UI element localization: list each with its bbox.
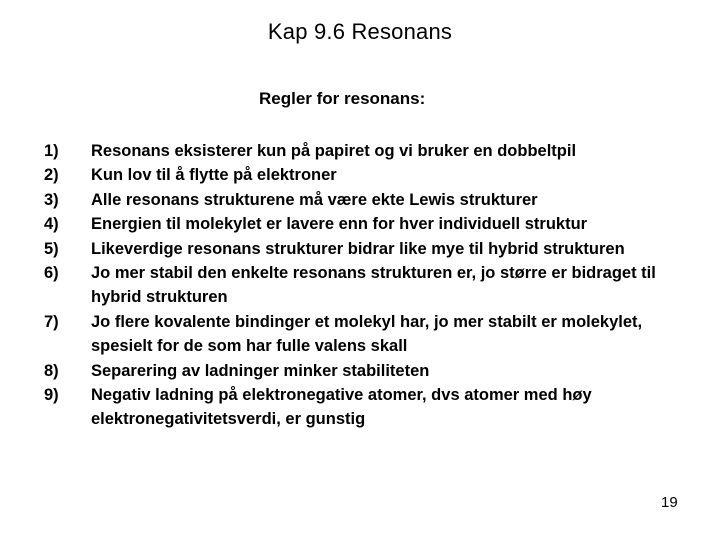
rule-number: 4) bbox=[44, 215, 59, 234]
rules-list bbox=[44, 139, 704, 432]
rule-text: Kun lov til å flytte på elektroner bbox=[91, 166, 337, 185]
rule-item bbox=[44, 212, 704, 236]
rule-number: 8) bbox=[44, 361, 59, 380]
rule-number: 6) bbox=[44, 264, 59, 283]
rule-text: Separering av ladninger minker stabiliteten bbox=[91, 361, 430, 380]
rule-text: Jo flere kovalente bindinger et molekyl har, jo mer stabilt er molekylet, spesielt for de som har fulle valens skall bbox=[91, 312, 643, 356]
rule-number: 9) bbox=[44, 386, 59, 405]
rule-text: Negativ ladning på elektronegative atomer, dvs atomer med høy elektronegativitetsverdi, er gunstig bbox=[91, 386, 592, 429]
slide-title: Kap 9.6 Resonans bbox=[267, 19, 453, 44]
slide-subtitle: Regler for resonans: bbox=[259, 89, 426, 108]
rule-item bbox=[44, 261, 704, 310]
rule-number: 7) bbox=[44, 312, 59, 331]
rule-text: Resonans eksisterer kun på papiret og vi bruker en dobbeltpil bbox=[91, 142, 577, 160]
rule-text: Jo mer stabil den enkelte resonans strukturen er, jo større er bidraget til hybrid strukturen bbox=[91, 264, 656, 307]
rule-item bbox=[44, 163, 704, 187]
rule-number: 3) bbox=[44, 190, 59, 209]
rule-text: Alle resonans strukturene må være ekte Lewis strukturer bbox=[91, 190, 538, 209]
rule-text: Likeverdige resonans strukturer bidrar like mye til hybrid strukturen bbox=[91, 239, 625, 258]
rule-item bbox=[44, 188, 704, 212]
rule-number: 5) bbox=[44, 239, 59, 258]
rule-item bbox=[44, 310, 704, 359]
rule-item bbox=[44, 237, 704, 261]
rule-text: Energien til molekylet er lavere enn for hver individuell struktur bbox=[91, 215, 588, 234]
rule-item bbox=[44, 383, 704, 432]
rule-item bbox=[44, 139, 704, 163]
rule-number: 2) bbox=[44, 166, 59, 185]
rule-item bbox=[44, 359, 704, 383]
page-number: 19 bbox=[661, 494, 678, 511]
rule-number: 1) bbox=[44, 142, 59, 160]
